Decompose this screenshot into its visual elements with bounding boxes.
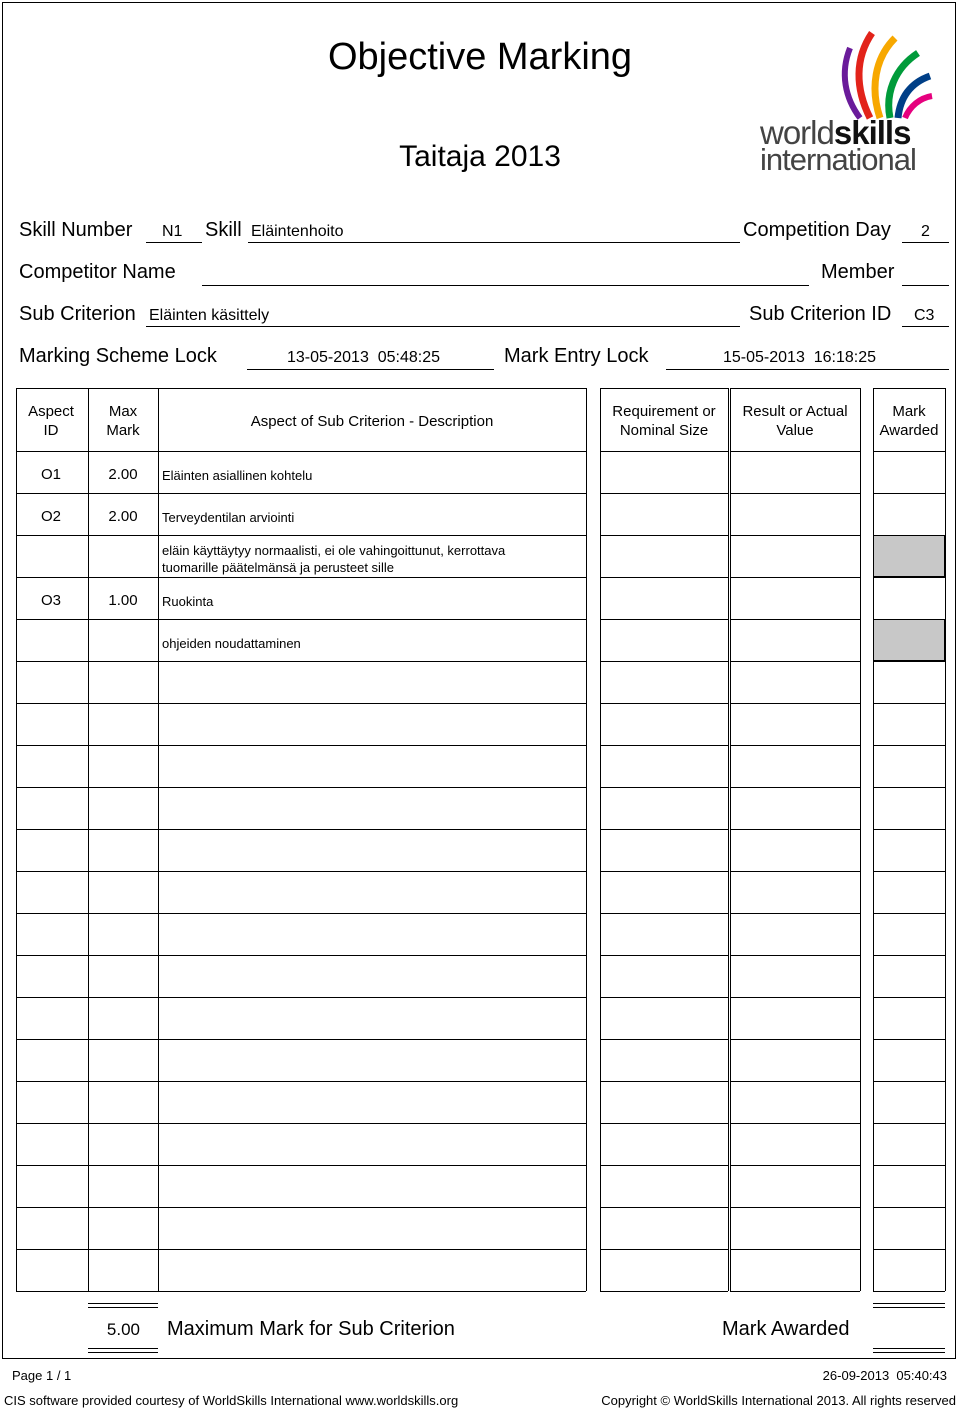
logo-ribbons-icon <box>760 28 935 123</box>
description-cell: Terveydentilan arviointi <box>162 510 295 525</box>
page-frame <box>2 2 956 1359</box>
header-awarded-2: Awarded <box>879 422 939 439</box>
header-aspect-id-2: ID <box>43 422 59 439</box>
skill-number-value: N1 <box>162 223 183 240</box>
awarded-cell-disabled <box>873 535 945 577</box>
max-mark-cell: 1.00 <box>108 592 138 609</box>
marking-scheme-lock-label: Marking Scheme Lock <box>19 345 217 367</box>
description-cell: Eläinten asiallinen kohtelu <box>162 468 313 483</box>
mark-entry-lock-label: Mark Entry Lock <box>504 345 649 367</box>
header-max-mark-1: Max <box>108 403 138 420</box>
max-mark-cell: 2.00 <box>108 466 138 483</box>
sub-criterion-id-value: C3 <box>914 307 935 324</box>
aspect-id-cell: O1 <box>40 466 61 483</box>
max-mark-total: 5.00 <box>106 1320 140 1339</box>
competition-day-label: Competition Day <box>743 219 891 241</box>
header-awarded-1: Mark <box>892 403 926 420</box>
max-mark-label: Maximum Mark for Sub Criterion <box>167 1318 455 1340</box>
header-max-mark-2: Mark <box>106 422 140 439</box>
logo-text-skills: skills <box>833 114 911 151</box>
worldskills-logo <box>760 28 935 178</box>
description-cell: ohjeiden noudattaminen <box>162 636 301 651</box>
member-label: Member <box>821 261 895 283</box>
mark-awarded-label: Mark Awarded <box>722 1318 850 1340</box>
printed-timestamp: 26-09-2013 05:40:43 <box>822 1368 947 1383</box>
competitor-name-label: Competitor Name <box>19 261 176 283</box>
header-result-2: Value <box>776 422 814 439</box>
logo-text-international: international <box>760 142 916 177</box>
skill-label: Skill <box>205 219 242 241</box>
header-result-1: Result or Actual <box>742 403 848 420</box>
header-requirement-2: Nominal Size <box>619 422 709 439</box>
max-mark-cell: 2.00 <box>108 508 138 525</box>
description-cell: Ruokinta <box>162 594 214 609</box>
sub-criterion-value: Eläinten käsittely <box>149 307 270 324</box>
page-number: Page 1 / 1 <box>12 1368 72 1383</box>
aspect-id-cell: O2 <box>40 508 61 525</box>
copyright-notice: Copyright © WorldSkills International 2013. All rights reserved <box>601 1393 956 1408</box>
page-title: Objective Marking <box>327 36 633 78</box>
event-title: Taitaja 2013 <box>399 140 561 173</box>
description-cell-line2: tuomarille päätelmänsä ja perusteet sille <box>162 560 394 575</box>
description-cell: eläin käyttäytyy normaalisti, ei ole vahingoittunut, kerrottava <box>162 543 506 558</box>
aspect-id-cell: O3 <box>40 592 61 609</box>
marking-scheme-lock-value: 13-05-2013 05:48:25 <box>287 349 441 366</box>
sub-criterion-label: Sub Criterion <box>19 303 136 325</box>
software-credit: CIS software provided courtesy of WorldSkills International www.worldskills.org <box>4 1393 459 1408</box>
skill-value: Eläintenhoito <box>251 223 344 240</box>
competition-day-value: 2 <box>921 223 930 240</box>
sub-criterion-id-label: Sub Criterion ID <box>749 303 892 325</box>
header-requirement-1: Requirement or <box>612 403 716 420</box>
skill-number-label: Skill Number <box>19 219 133 241</box>
logo-text-world: world <box>760 114 834 151</box>
header-description: Aspect of Sub Criterion - Description <box>250 413 494 430</box>
awarded-cell-disabled <box>873 619 945 661</box>
mark-entry-lock-value: 15-05-2013 16:18:25 <box>723 349 877 366</box>
header-aspect-id-1: Aspect <box>28 403 74 420</box>
